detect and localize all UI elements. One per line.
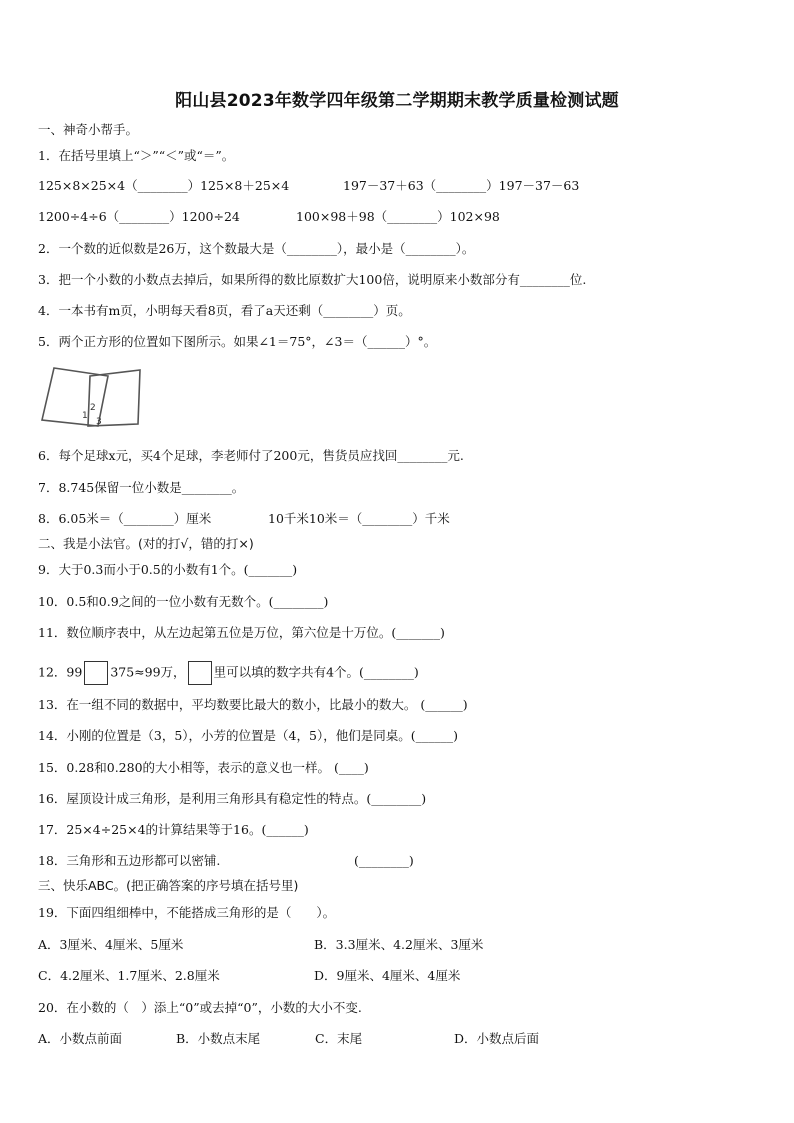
question-16: 16．屋顶设计成三角形，是利用三角形具有稳定性的特点。(________) — [38, 791, 427, 806]
question-18-answer: (________) — [354, 853, 414, 868]
question-4: 4．一本书有m页，小明每天看8页，看了a天还剩（________）页。 — [38, 303, 411, 318]
question-19: 19．下面四组细棒中，不能搭成三角形的是（ ）。 — [38, 905, 336, 920]
question-20-option-d: D．小数点后面 — [454, 1031, 540, 1046]
question-6: 6．每个足球x元，买4个足球，李老师付了200元，售货员应找回________元. — [38, 448, 464, 463]
question-19-option-c: C．4.2厘米、1.7厘米、2.8厘米 — [38, 968, 220, 983]
question-17: 17．25×4÷25×4的计算结果等于16。(______) — [38, 822, 309, 837]
question-5: 5．两个正方形的位置如下图所示。如果∠1＝75°，∠3＝（______）°。 — [38, 334, 437, 349]
question-19-option-b: B．3.3厘米、4.2厘米、3厘米 — [314, 937, 484, 952]
question-1-row2-left: 1200÷4÷6（________）1200÷24 — [38, 209, 240, 224]
angle-1-label: 1 — [82, 411, 88, 421]
question-12-part-c: 里可以填的数字共有4个。(________) — [213, 664, 419, 680]
angle-2-label: 2 — [90, 403, 96, 413]
question-8-right: 10千米10米＝（________）千米 — [268, 511, 450, 526]
question-2: 2．一个数的近似数是26万，这个数最大是（________），最小是（________）。 — [38, 241, 475, 256]
question-7: 7．8.745保留一位小数是________。 — [38, 480, 245, 495]
question-3: 3．把一个小数的小数点去掉后，如果所得的数比原数扩大100倍，说明原来小数部分有________位. — [38, 272, 587, 287]
question-8-left: 8．6.05米＝（________）厘米 — [38, 511, 212, 526]
section-2-heading: 二、我是小法官。(对的打√，错的打×) — [38, 536, 254, 551]
section-1-heading: 一、神奇小帮手。 — [38, 122, 139, 137]
question-15: 15．0.28和0.280的大小相等，表示的意义也一样。 (____) — [38, 760, 369, 775]
question-9: 9．大于0.3而小于0.5的小数有1个。(_______) — [38, 562, 298, 577]
question-19-option-d: D．9厘米、4厘米、4厘米 — [314, 968, 461, 983]
question-20-option-c: C．末尾 — [315, 1031, 363, 1046]
question-13: 13．在一组不同的数据中，平均数要比最大的数小，比最小的数大。 (______) — [38, 697, 468, 712]
question-1-row1-right: 197－37＋63（________）197－37－63 — [343, 178, 580, 193]
question-20-option-a: A．小数点前面 — [38, 1031, 123, 1046]
question-18: 18．三角形和五边形都可以密铺. — [38, 853, 221, 868]
blank-box — [188, 661, 212, 685]
question-12-part-a: 12．99 — [38, 664, 83, 680]
question-1: 1．在括号里填上“＞”“＜”或“＝”。 — [38, 148, 235, 163]
question-10: 10．0.5和0.9之间的一位小数有无数个。(________) — [38, 594, 329, 609]
question-1-row1-left: 125×8×25×4（________）125×8＋25×4 — [38, 178, 290, 193]
question-1-row2-right: 100×98＋98（________）102×98 — [296, 209, 500, 224]
blank-box — [84, 661, 108, 685]
question-12 — [38, 661, 419, 685]
question-20: 20．在小数的（ ）添上“0”或去掉“0”，小数的大小不变. — [38, 1000, 362, 1015]
question-19-option-a: A．3厘米、4厘米、5厘米 — [38, 937, 184, 952]
two-squares-figure — [40, 366, 142, 430]
question-11: 11．数位顺序表中，从左边起第五位是万位，第六位是十万位。(_______) — [38, 625, 445, 640]
angle-3-label: 3 — [96, 417, 102, 427]
question-12-part-b: 375≈99万， — [110, 664, 186, 680]
section-3-heading: 三、快乐ABC。(把正确答案的序号填在括号里) — [38, 878, 299, 893]
question-20-option-b: B．小数点末尾 — [176, 1031, 261, 1046]
question-14: 14．小刚的位置是（3，5），小芳的位置是（4，5），他们是同桌。(______) — [38, 728, 458, 743]
page-title: 阳山县2023年数学四年级第二学期期末教学质量检测试题 — [175, 91, 619, 111]
